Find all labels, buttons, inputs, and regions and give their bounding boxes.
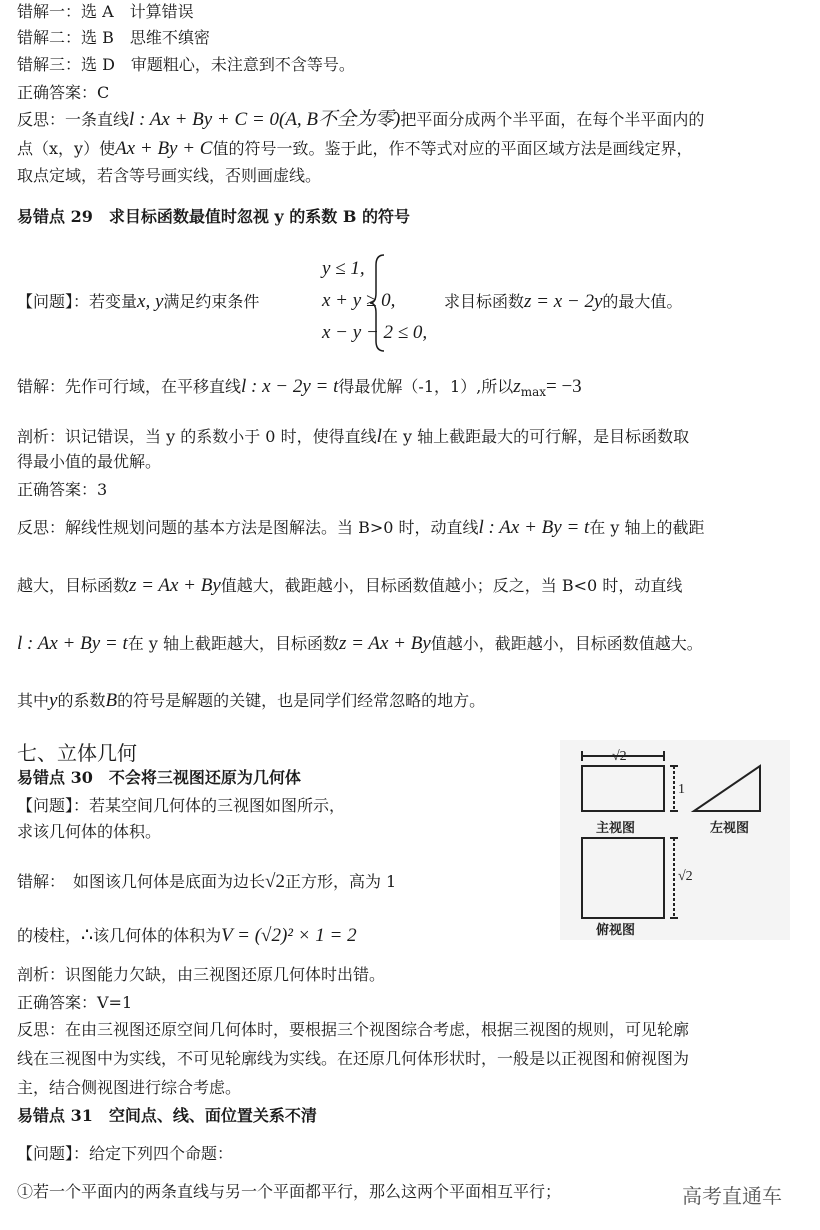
problem-29-objective: 求目标函数z = x − 2y的最大值。 [444,291,683,312]
reflection-30-line-3: 主，结合侧视图进行综合考虑。 [17,1078,242,1097]
reflection-29-line-1: 反思：解线性规划问题的基本方法是图解法。当 B>0 时，动直线l : Ax + By = t在 y 轴上的截距 [17,517,705,538]
constraint-1: y ≤ 1, [322,258,365,279]
analysis-29-line-2: 得最小值的最优解。 [17,452,162,471]
heading-point-30: 易错点 30 不会将三视图还原为几何体 [17,768,301,787]
wrong-solution-30-line-2: 的棱柱，∴该几何体的体积为V = (√2)² × 1 = 2 [17,925,357,946]
reflection-line-1: 反思：一条直线l : Ax + By + C = 0(A, B不全为零)把平面分成两个半平面，在每个半平面内的 [17,109,705,130]
wrong-solution-29: 错解：先作可行域，在平移直线l : x − 2y = t得最优解（-1，1）,所以$z_{max}= -3$ [17,376,582,400]
label-top: √2 [612,749,627,764]
correct-answer-30: 正确答案：V=1 [17,993,133,1012]
problem-31: 【问题】：给定下列四个命题： [17,1144,234,1163]
wrong-answer-2: 错解二：选 B 思维不缜密 [17,28,210,47]
left-view-triangle [694,766,760,811]
correct-answer: 正确答案：C [17,83,110,102]
three-view-figure [560,740,790,940]
reflection-line-3: 取点定域，若含等号画实线，否则画虚线。 [17,166,322,185]
reflection-29-line-2: 越大，目标函数z = Ax + By值越大，截距越小，目标函数值越小；反之，当 B<0 时，动直线 [17,575,683,596]
reflection-30-line-1: 反思：在由三视图还原空间几何体时，要根据三个视图综合考虑，根据三视图的规则，可见轮廓 [17,1020,690,1039]
front-view-rect [582,766,664,811]
reflection-30-line-2: 线在三视图中为实线，不可见轮廓线为实线。在还原几何体形状时，一般是以正视图和俯视图为 [17,1049,690,1068]
label-top-view: 俯视图 [596,923,636,938]
heading-point-31: 易错点 31 空间点、线、面位置关系不清 [17,1106,317,1125]
label-left-view: 左视图 [710,821,750,836]
wrong-answer-3: 错解三：选 D 审题粗心，未注意到不含等号。 [17,55,355,74]
reflection-29-line-3: l : Ax + By = t在 y 轴上截距越大，目标函数z = Ax + By值越小，截距越小，目标函数值越大。 [17,633,703,654]
top-view-rect [582,838,664,918]
analysis-30: 剖析：识图能力欠缺，由三视图还原几何体时出错。 [17,965,386,984]
proposition-1: ①若一个平面内的两条直线与另一个平面都平行，那么这两个平面相互平行； [17,1182,562,1201]
reflection-line-2: 点（x，y）使Ax + By + C值的符号一致。鉴于此，作不等式对应的平面区域方法是画线定界， [17,138,693,159]
wrong-solution-30-line-1: 错解： 如图该几何体是底面为边长√2正方形，高为 1 [17,871,397,892]
label-front-view: 主视图 [596,821,636,836]
section-title: 七、立体几何 [17,741,137,765]
problem-30-line-2: 求该几何体的体积。 [17,822,162,841]
label-side: √2 [678,869,693,884]
constraint-2: x + y ≥ 0, [322,290,396,311]
analysis-29-line-1: 剖析：识记错误，当 y 的系数小于 0 时，使得直线l在 y 轴上截距最大的可行解，是目标函数取 [17,426,690,447]
problem-29-prompt: 【问题】：若变量x, y满足约束条件 [17,291,260,312]
reflection-29-line-4: 其中y的系数B的符号是解题的关键，也是同学们经常忽略的地方。 [17,690,486,711]
heading-point-29: 易错点 29 求目标函数最值时忽视 y 的系数 B 的符号 [17,207,410,226]
constraint-3: x − y − 2 ≤ 0, [322,322,428,343]
watermark: 高考直通车 [682,1184,782,1208]
label-height: 1 [678,782,685,797]
problem-30-line-1: 【问题】：若某空间几何体的三视图如图所示， [17,796,346,815]
wrong-answer-1: 错解一：选 A 计算错误 [17,2,194,21]
three-view-diagram [560,740,790,940]
correct-answer-29: 正确答案：3 [17,480,108,499]
